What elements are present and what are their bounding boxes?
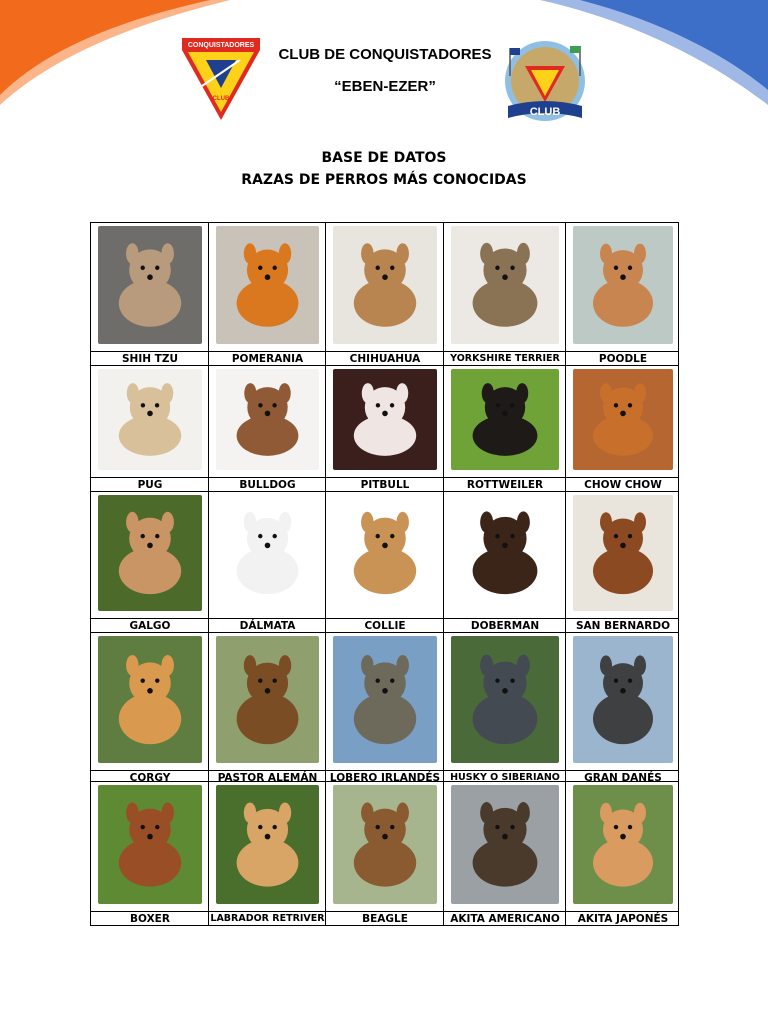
dog-silhouette-icon — [216, 636, 319, 763]
breed-label: CORGY — [129, 772, 171, 784]
dog-photo — [216, 785, 319, 904]
club-name: CLUB DE CONQUISTADORES — [278, 46, 492, 63]
breed-cell — [91, 366, 209, 491]
dog-silhouette-icon — [573, 785, 673, 904]
dog-photo — [333, 495, 437, 611]
breed-cell — [444, 633, 566, 781]
breed-label: POMERANIA — [231, 353, 304, 365]
breed-label: CHIHUAHUA — [349, 353, 421, 365]
pathfinder-shield-logo — [180, 36, 262, 122]
breed-label: HUSKY O SIBERIANO — [450, 772, 560, 783]
dog-silhouette-icon — [216, 226, 319, 344]
breed-label: BEAGLE — [362, 913, 408, 925]
breed-cell — [91, 633, 209, 784]
dog-silhouette-icon — [333, 369, 437, 470]
eben-ezer-club-emblem — [500, 36, 590, 126]
breed-cell — [566, 223, 680, 365]
dog-silhouette-icon — [216, 495, 319, 611]
breed-label: LABRADOR RETRIVER — [210, 913, 325, 924]
dog-photo — [333, 226, 437, 344]
breed-cell — [91, 223, 209, 365]
dog-silhouette-icon — [451, 495, 559, 611]
dog-photo — [333, 369, 437, 470]
dog-photo — [451, 636, 559, 763]
breed-cell — [566, 492, 680, 632]
breed-cell — [209, 366, 326, 491]
breed-label: BOXER — [130, 913, 170, 925]
dog-silhouette-icon — [98, 785, 202, 904]
dog-silhouette-icon — [333, 226, 437, 344]
breed-cell — [326, 782, 444, 925]
dog-photo — [216, 226, 319, 344]
dog-photo — [333, 785, 437, 904]
dog-silhouette-icon — [573, 495, 673, 611]
breed-label: COLLIE — [364, 620, 406, 632]
breed-cell — [91, 492, 209, 632]
breed-cell — [209, 782, 326, 925]
breed-cell — [444, 492, 566, 632]
breed-label: BULLDOG — [239, 479, 296, 491]
breed-cell — [444, 366, 566, 491]
dog-photo — [98, 636, 202, 763]
breed-label: ROTTWEILER — [466, 479, 544, 491]
dog-photo — [573, 495, 673, 611]
breed-label: SHIH TZU — [121, 353, 178, 365]
dog-photo — [451, 369, 559, 470]
breed-label: DÁLMATA — [239, 620, 296, 632]
dog-silhouette-icon — [451, 226, 559, 344]
dog-photo — [573, 369, 673, 470]
breed-label: DOBERMAN — [470, 620, 540, 632]
breed-cell — [209, 633, 326, 784]
dog-photo — [216, 636, 319, 763]
dog-silhouette-icon — [98, 495, 202, 611]
dog-photo — [98, 369, 202, 470]
breed-cell — [326, 492, 444, 632]
breed-cell — [444, 782, 566, 925]
breed-label: AKITA JAPONÉS — [577, 913, 669, 925]
dog-silhouette-icon — [333, 785, 437, 904]
breed-label: POODLE — [598, 353, 648, 365]
dog-photo — [216, 369, 319, 470]
document-title: BASE DE DATOS — [321, 150, 447, 166]
logo-right-text: CLUB — [529, 106, 561, 118]
breed-cell — [209, 223, 326, 365]
breed-label: GALGO — [129, 620, 171, 632]
breed-cell — [444, 223, 566, 365]
dog-silhouette-icon — [573, 226, 673, 344]
dog-silhouette-icon — [573, 369, 673, 470]
breed-label: SAN BERNARDO — [575, 620, 671, 632]
dog-photo — [98, 226, 202, 344]
dog-silhouette-icon — [98, 369, 202, 470]
breed-label: LOBERO IRLANDÉS — [329, 772, 441, 784]
breed-label: AKITA AMERICANO — [450, 913, 560, 925]
logo-left-text-bottom: CLUB — [212, 96, 230, 102]
breed-cell — [91, 782, 209, 925]
dog-silhouette-icon — [451, 369, 559, 470]
dog-photo — [451, 785, 559, 904]
dog-silhouette-icon — [451, 636, 559, 763]
breed-cell — [326, 633, 444, 784]
dog-silhouette-icon — [333, 495, 437, 611]
dog-photo — [98, 785, 202, 904]
breed-cell — [326, 366, 444, 491]
breed-label: PITBULL — [360, 479, 410, 491]
breed-cell — [566, 633, 680, 784]
document-subtitle: RAZAS DE PERROS MÁS CONOCIDAS — [241, 172, 527, 188]
dog-photo — [98, 495, 202, 611]
dog-photo — [573, 636, 673, 763]
dog-photo — [451, 226, 559, 344]
club-subname: “EBEN-EZER” — [334, 78, 436, 95]
breed-label: CHOW CHOW — [584, 479, 662, 491]
breed-label: YORKSHIRE TERRIER — [450, 353, 560, 364]
breed-cell — [209, 492, 326, 632]
dog-photo — [573, 226, 673, 344]
dog-photo — [573, 785, 673, 904]
dog-photo — [451, 495, 559, 611]
logo-left-text-top: CONQUISTADORES — [187, 42, 255, 49]
breed-cell — [566, 782, 680, 925]
breed-label: PASTOR ALEMÁN — [217, 772, 318, 784]
breed-label: PUG — [137, 479, 163, 491]
dog-silhouette-icon — [216, 785, 319, 904]
dog-silhouette-icon — [333, 636, 437, 763]
dog-photo — [333, 636, 437, 763]
breed-label: GRAN DANÉS — [584, 772, 662, 784]
dog-silhouette-icon — [98, 636, 202, 763]
breed-cell — [566, 366, 680, 491]
dog-silhouette-icon — [573, 636, 673, 763]
dog-photo — [216, 495, 319, 611]
dog-silhouette-icon — [216, 369, 319, 470]
dog-silhouette-icon — [98, 226, 202, 344]
breed-grid — [90, 222, 679, 926]
dog-silhouette-icon — [451, 785, 559, 904]
breed-cell — [326, 223, 444, 365]
